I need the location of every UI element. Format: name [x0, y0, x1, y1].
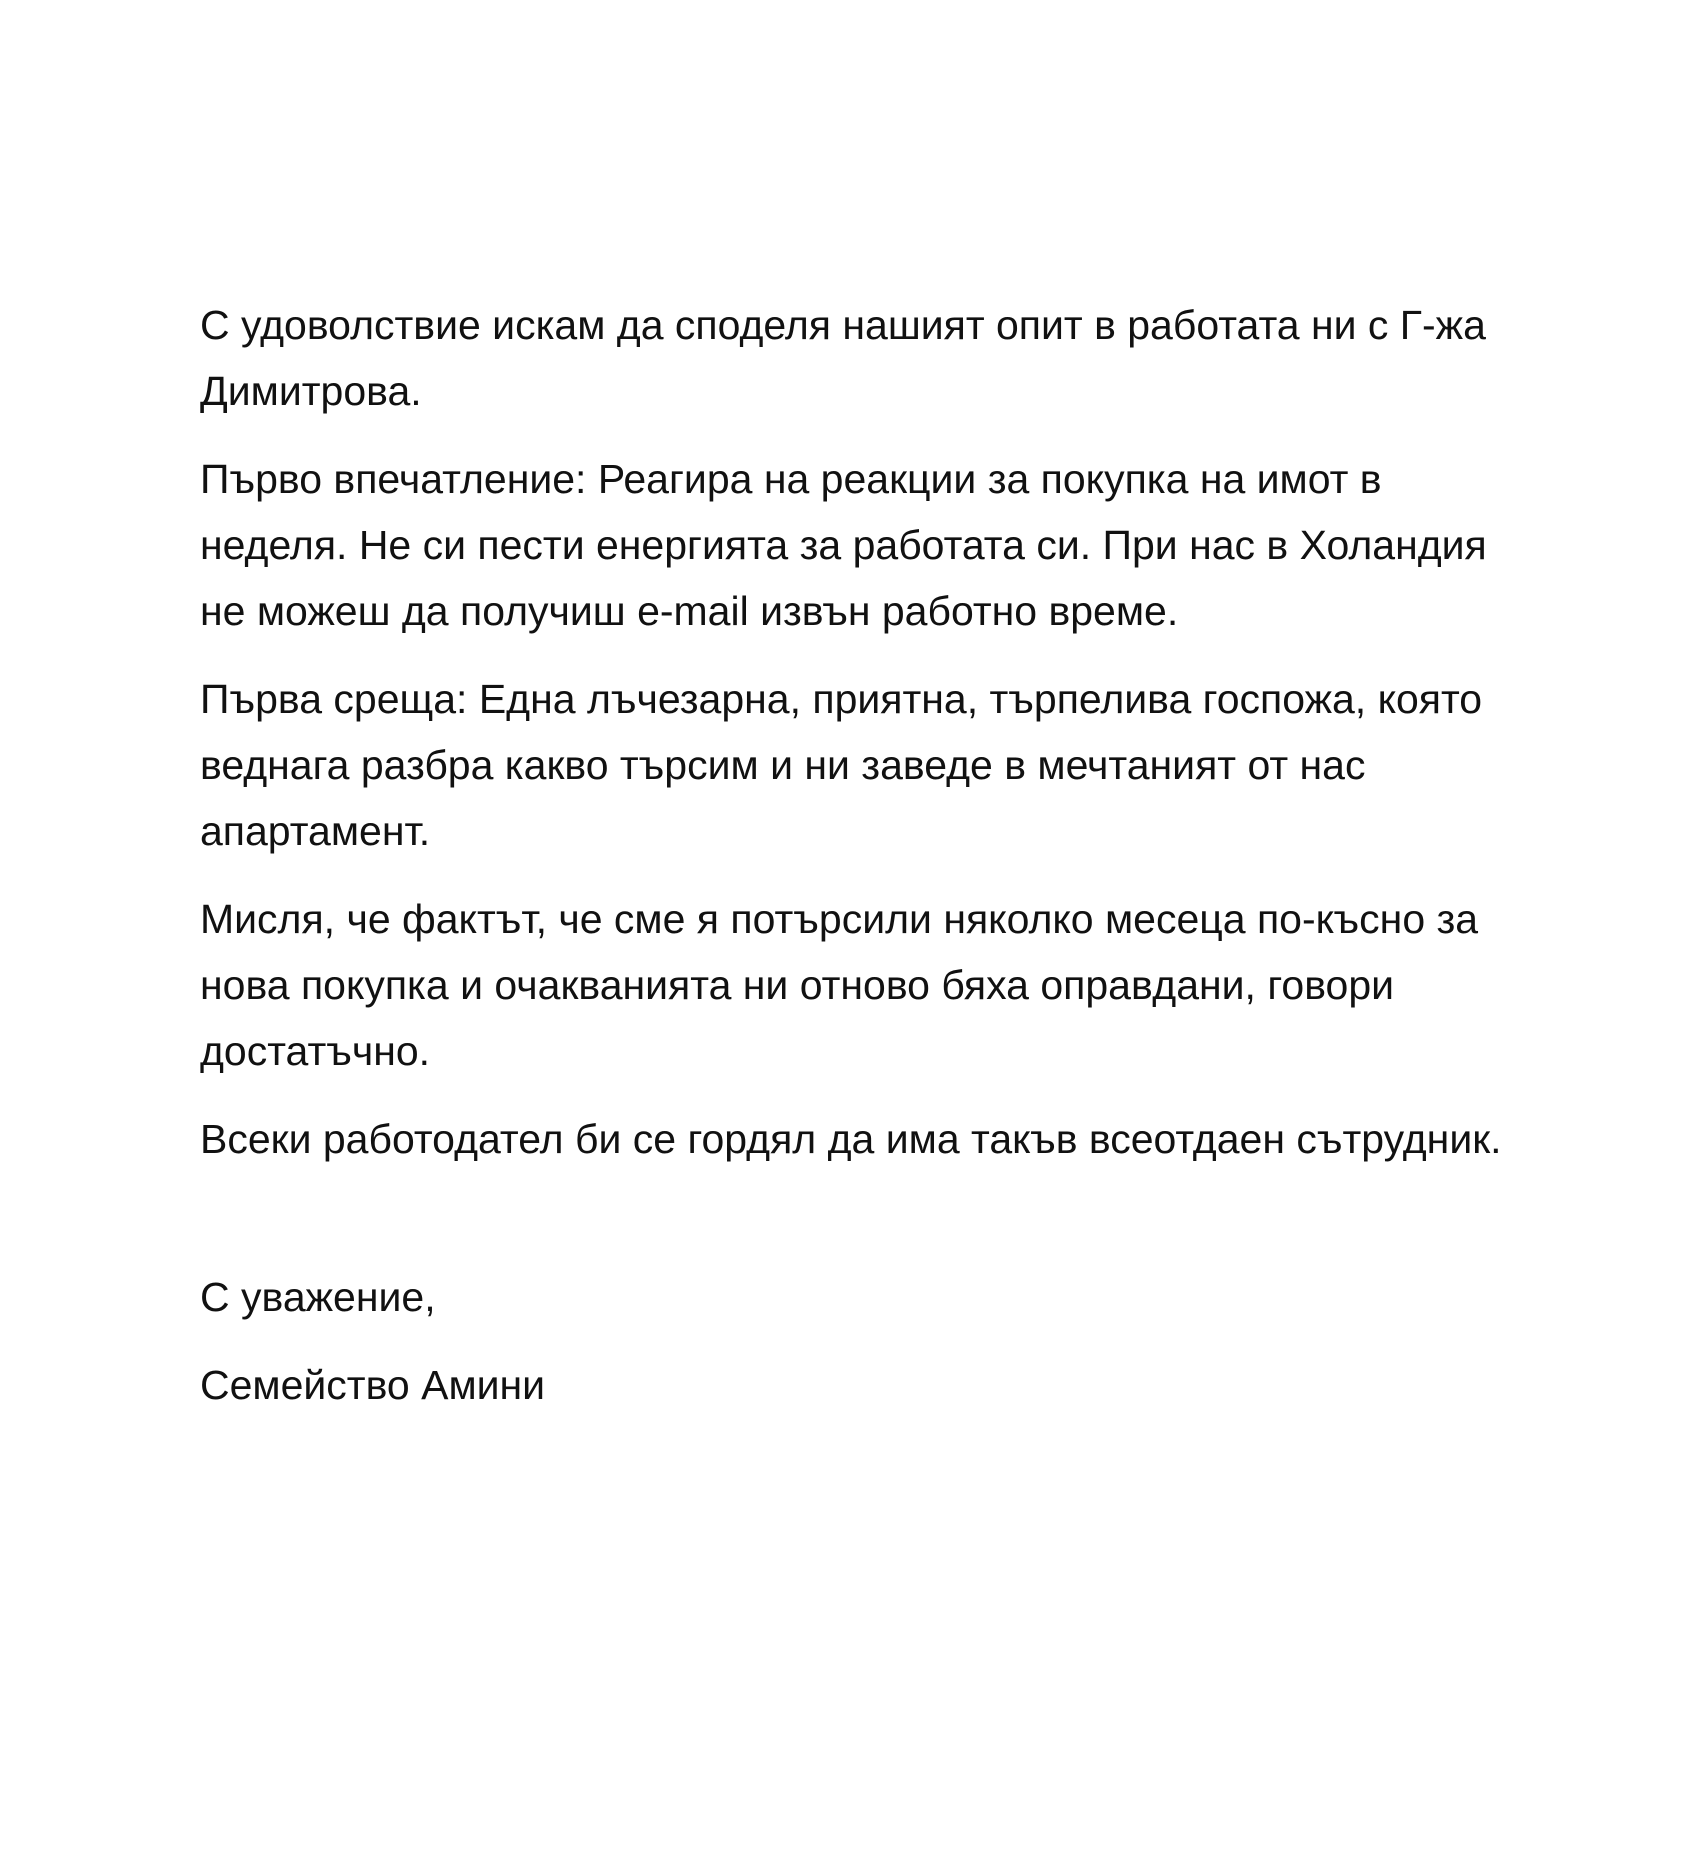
letter-closing-block: [200, 1264, 1530, 1418]
paragraph-intro: С удоволствие искам да споделя нашият опит в работата ни с Г-жа Димитрова.: [200, 302, 1486, 414]
paragraph-repeat-purchase: Мисля, че фактът, че сме я потърсили няколко месеца по-късно за нова покупка и очакванията ни отново бяха оправдани, говори достатъчно.: [200, 896, 1479, 1074]
paragraph-recommendation: Всеки работодател би се гордял да има такъв всеотдаен сътрудник.: [200, 1116, 1502, 1162]
signature: Семейство Амини: [200, 1362, 546, 1408]
paragraph-first-meeting: Първа среща: Една лъчезарна, приятна, търпелива госпожа, която веднага разбра какво търсим и ни заведе в мечтаният от нас апартамент.: [200, 676, 1483, 854]
letter-body: [200, 292, 1530, 1440]
closing-salutation: С уважение,: [200, 1274, 436, 1320]
paragraph-first-impression: Първо впечатление: Реагира на реакции за покупка на имот в неделя. Не си пести енергията за работата си. При нас в Холандия не можеш да получиш e-mail извън работно време.: [200, 456, 1487, 634]
